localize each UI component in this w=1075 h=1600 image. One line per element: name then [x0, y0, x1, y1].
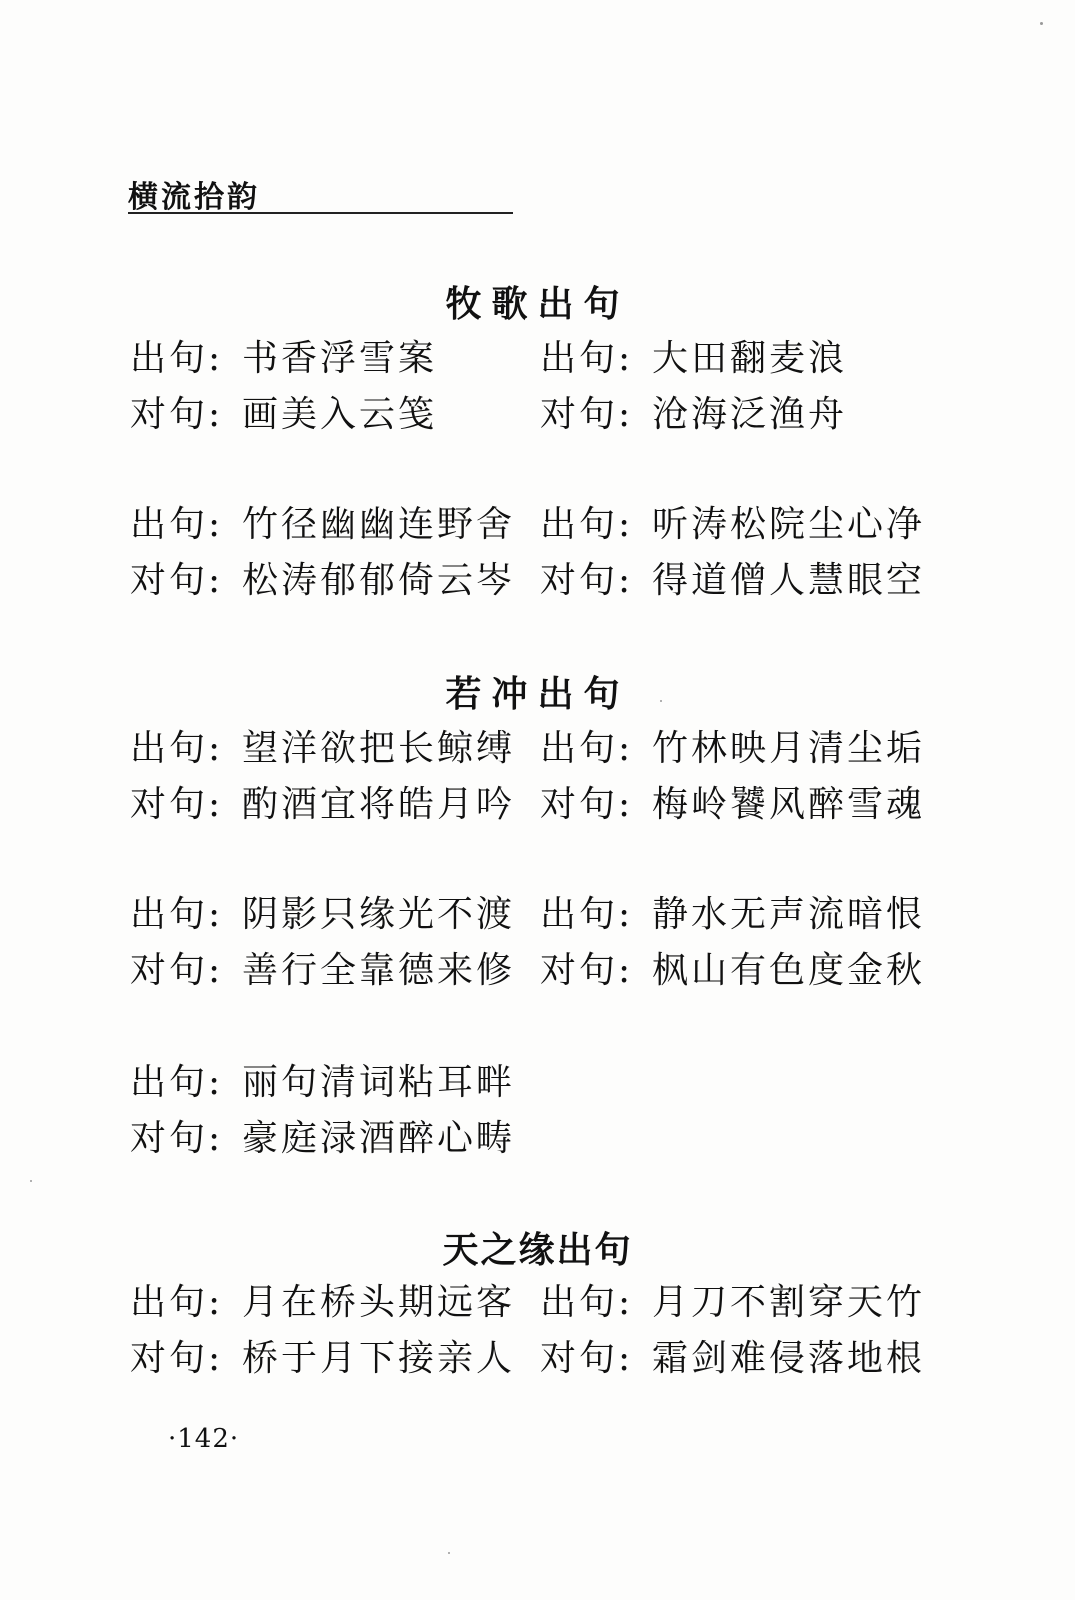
resp-verse: 善行全靠德来修	[242, 950, 516, 991]
out-verse: 竹径幽幽连野舍	[242, 504, 516, 545]
out-label: 出句:	[540, 894, 634, 935]
couplet-line	[130, 886, 515, 937]
resp-verse: 松涛郁郁倚云岑	[242, 560, 516, 601]
resp-label: 对句:	[540, 784, 634, 825]
couplet-line	[130, 1274, 515, 1325]
couplet-line	[130, 942, 515, 993]
couplet-line	[130, 1110, 515, 1161]
out-label: 出句:	[130, 1282, 224, 1323]
out-label: 出句:	[130, 504, 224, 545]
couplet-line	[130, 496, 515, 547]
resp-verse: 枫山有色度金秋	[652, 950, 926, 991]
out-label: 出句:	[540, 504, 634, 545]
out-label: 出句:	[130, 1062, 224, 1103]
couplet-line	[540, 886, 925, 937]
couplet-line	[540, 776, 925, 827]
resp-verse: 画美入云笺	[242, 394, 438, 435]
resp-label: 对句:	[130, 950, 224, 991]
resp-verse: 酌酒宜将皓月吟	[242, 784, 516, 825]
out-verse: 月刀不割穿天竹	[652, 1282, 926, 1323]
resp-label: 对句:	[130, 560, 224, 601]
out-label: 出句:	[540, 728, 634, 769]
out-label: 出句:	[540, 338, 634, 379]
couplet-line	[540, 386, 847, 437]
scan-speck	[448, 1552, 450, 1554]
out-verse: 阴影只缘光不渡	[242, 894, 516, 935]
couplet-line	[130, 552, 515, 603]
resp-label: 对句:	[540, 1338, 634, 1379]
couplet-line	[540, 942, 925, 993]
out-verse: 静水无声流暗恨	[652, 894, 926, 935]
resp-verse: 豪庭渌酒醉心畴	[242, 1118, 516, 1159]
out-verse: 丽句清词粘耳畔	[242, 1062, 516, 1103]
couplet-line	[540, 496, 925, 547]
resp-label: 对句:	[130, 1338, 224, 1379]
couplet-line	[130, 1054, 515, 1105]
couplet-line	[540, 720, 925, 771]
couplet-line	[130, 386, 437, 437]
resp-label: 对句:	[540, 560, 634, 601]
resp-verse: 梅岭饕风醉雪魂	[652, 784, 926, 825]
couplet-line	[130, 720, 515, 771]
out-label: 出句:	[130, 728, 224, 769]
resp-verse: 得道僧人慧眼空	[652, 560, 926, 601]
out-label: 出句:	[540, 1282, 634, 1323]
couplet-line	[540, 330, 847, 381]
resp-label: 对句:	[540, 394, 634, 435]
page-number: ·142·	[168, 1424, 240, 1454]
resp-label: 对句:	[130, 784, 224, 825]
out-verse: 竹林映月清尘垢	[652, 728, 926, 769]
scan-speck	[660, 700, 662, 702]
couplet-line	[130, 1330, 515, 1381]
couplet-line	[130, 776, 515, 827]
section-title: 天之缘出句	[442, 1230, 633, 1271]
resp-verse: 沧海泛渔舟	[652, 394, 848, 435]
couplet-line	[130, 330, 437, 381]
out-verse: 月在桥头期远客	[242, 1282, 516, 1323]
out-verse: 望洋欲把长鲸缚	[242, 728, 516, 769]
resp-label: 对句:	[540, 950, 634, 991]
out-verse: 听涛松院尘心净	[652, 504, 926, 545]
out-label: 出句:	[130, 894, 224, 935]
resp-verse: 桥于月下接亲人	[242, 1338, 516, 1379]
running-head	[128, 168, 513, 214]
running-head-text: 横流拾韵	[128, 180, 260, 215]
section-title: 牧歌出句	[445, 284, 630, 325]
couplet-line	[540, 1330, 925, 1381]
scan-speck	[1040, 22, 1043, 25]
scan-speck	[30, 1180, 32, 1182]
resp-verse: 霜剑难侵落地根	[652, 1338, 926, 1379]
section-title: 若冲出句	[445, 674, 630, 715]
out-verse: 书香浮雪案	[242, 338, 438, 379]
resp-label: 对句:	[130, 1118, 224, 1159]
resp-label: 对句:	[130, 394, 224, 435]
out-label: 出句:	[130, 338, 224, 379]
out-verse: 大田翻麦浪	[652, 338, 848, 379]
couplet-line	[540, 1274, 925, 1325]
couplet-line	[540, 552, 925, 603]
